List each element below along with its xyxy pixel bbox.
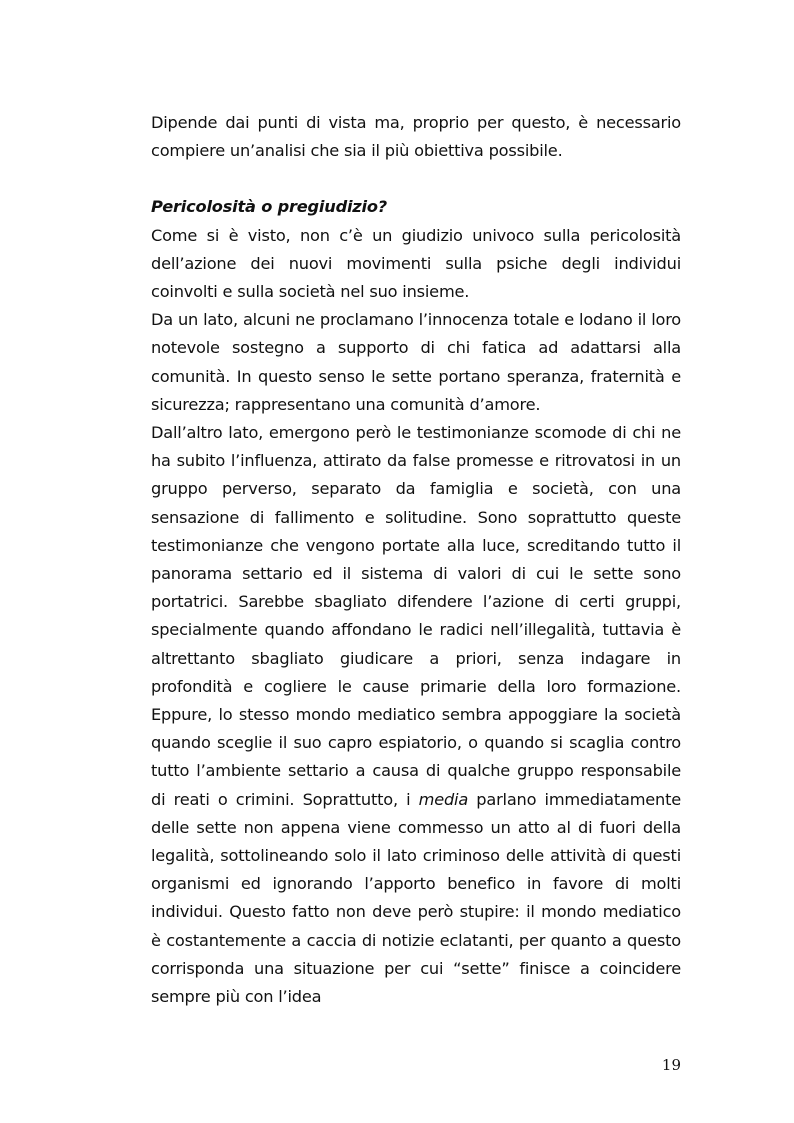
page-number: 19 [661, 1056, 681, 1074]
intro-paragraph: Dipende dai punti di vista ma, proprio per questo, è necessario compiere un’analisi che sia il più obiettiva possibile. [151, 113, 681, 161]
document-body [151, 109, 681, 1011]
italic-term-media: media [418, 789, 469, 809]
body-paragraph-3 [151, 419, 681, 1011]
paragraph-gap [151, 165, 681, 193]
body-paragraph-1: Come si è visto, non c’è un giudizio univoco sulla pericolosità dell’azione dei nuovi movimenti sulla psiche degli individui coinvolti e sulla società nel suo insieme. [151, 225, 681, 302]
paragraph-3-text-start: Dall’altro lato, emergono però le testimonianze scomode di chi ne ha subito l’influenza, attirato da false promesse e ritrovatosi in un gruppo perverso, separato da famiglia e società, con una sensazione di fallimento e solitudine. Sono soprattutto queste testimonianze che vengono portate alla luce, screditando tutto il panorama settario ed il sistema di valori di cui le sette sono portatrici. Sarebbe sbagliato difendere l’azione di certi gruppi, specialmente quando affondano le radici nell’illegalità, tuttavia è altrettanto sbagliato giudicare a priori, senza indagare in profondità e cogliere le cause primarie della loro formazione. Eppure, lo stesso mondo mediatico sembra appoggiare la società quando sceglie il suo capro espiatorio, o quando si scaglia contro tutto l’ambiente settario a causa di qualche gruppo responsabile di reati o crimini. Soprattutto, i [151, 423, 681, 809]
section-heading: Pericolosità o pregiudizio? [151, 197, 387, 217]
paragraph-3-text-end: parlano immediatamente delle sette non appena viene commesso un atto al di fuori della legalità, sottolineando solo il lato criminoso delle attività di questi organismi ed ignorando l’apporto benefico in favore di molti individui. Questo fatto non deve però stupire: il mondo mediatico è costantemente a caccia di notizie eclatanti, per quanto a questo corrisponda una situazione per cui “sette” finisce a coincidere sempre più con l’idea [151, 789, 681, 1007]
body-paragraph-2: Da un lato, alcuni ne proclamano l’innocenza totale e lodano il loro notevole sostegno a supporto di chi fatica ad adattarsi alla comunità. In questo senso le sette portano speranza, fraternità e sicurezza; rappresentano una comunità d’amore. [151, 310, 681, 414]
